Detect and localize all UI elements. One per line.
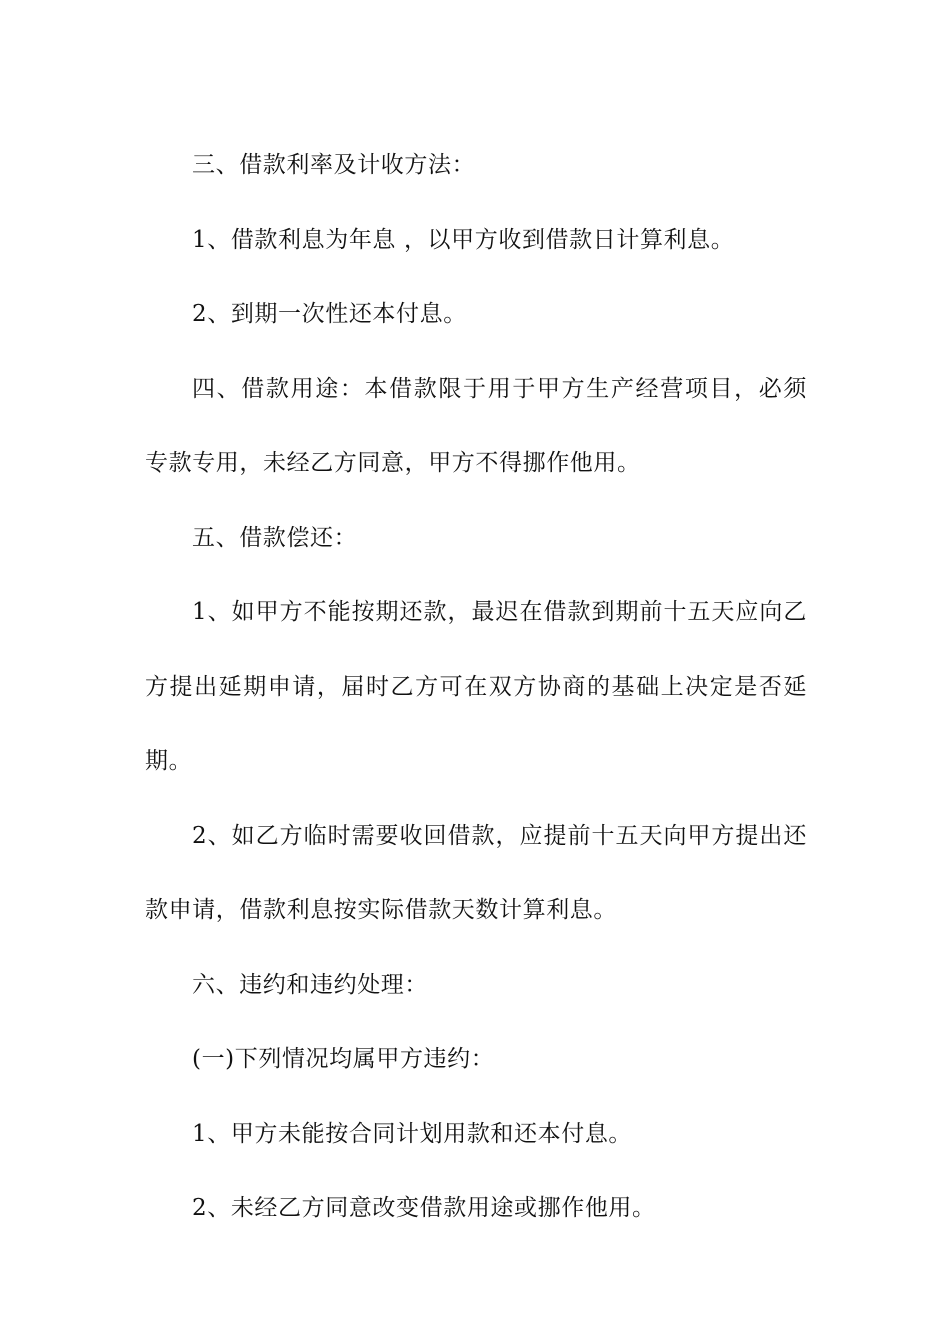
clause-breach-2: 2、未经乙方同意改变借款用途或挪作他用。 xyxy=(192,1195,656,1221)
clause-repayment-1-continued: 方提出延期申请，届时乙方可在双方协商的基础上决定是否延 xyxy=(145,673,807,700)
clause-repayment-2: 2、如乙方临时需要收回借款，应提前十五天向甲方提出还 xyxy=(192,822,807,849)
clause-repayment-2-continued: 款申请，借款利息按实际借款天数计算利息。 xyxy=(145,897,617,923)
paragraph-purpose-continued: 专款专用，未经乙方同意，甲方不得挪作他用。 xyxy=(145,450,641,476)
section-heading-breach: 六、违约和违约处理： xyxy=(192,971,428,998)
section-heading-interest: 三、借款利率及计收方法： xyxy=(192,152,476,178)
subsection-heading-party-a-breach: (一)下列情况均属甲方违约： xyxy=(192,1046,495,1072)
clause-interest-2: 2、到期一次性还本付息。 xyxy=(192,301,467,327)
clause-repayment-1: 1、如甲方不能按期还款，最迟在借款到期前十五天应向乙 xyxy=(192,599,807,625)
document-body xyxy=(145,128,807,1246)
clause-interest-1: 1、借款利息为年息 ，以甲方收到借款日计算利息。 xyxy=(192,226,735,253)
clause-repayment-1-end: 期。 xyxy=(145,748,193,774)
section-heading-purpose: 四、借款用途：本借款限于用于甲方生产经营项目，必须 xyxy=(192,375,807,402)
clause-breach-1: 1、甲方未能按合同计划用款和还本付息。 xyxy=(192,1120,633,1147)
section-heading-repayment: 五、借款偿还： xyxy=(192,524,358,551)
